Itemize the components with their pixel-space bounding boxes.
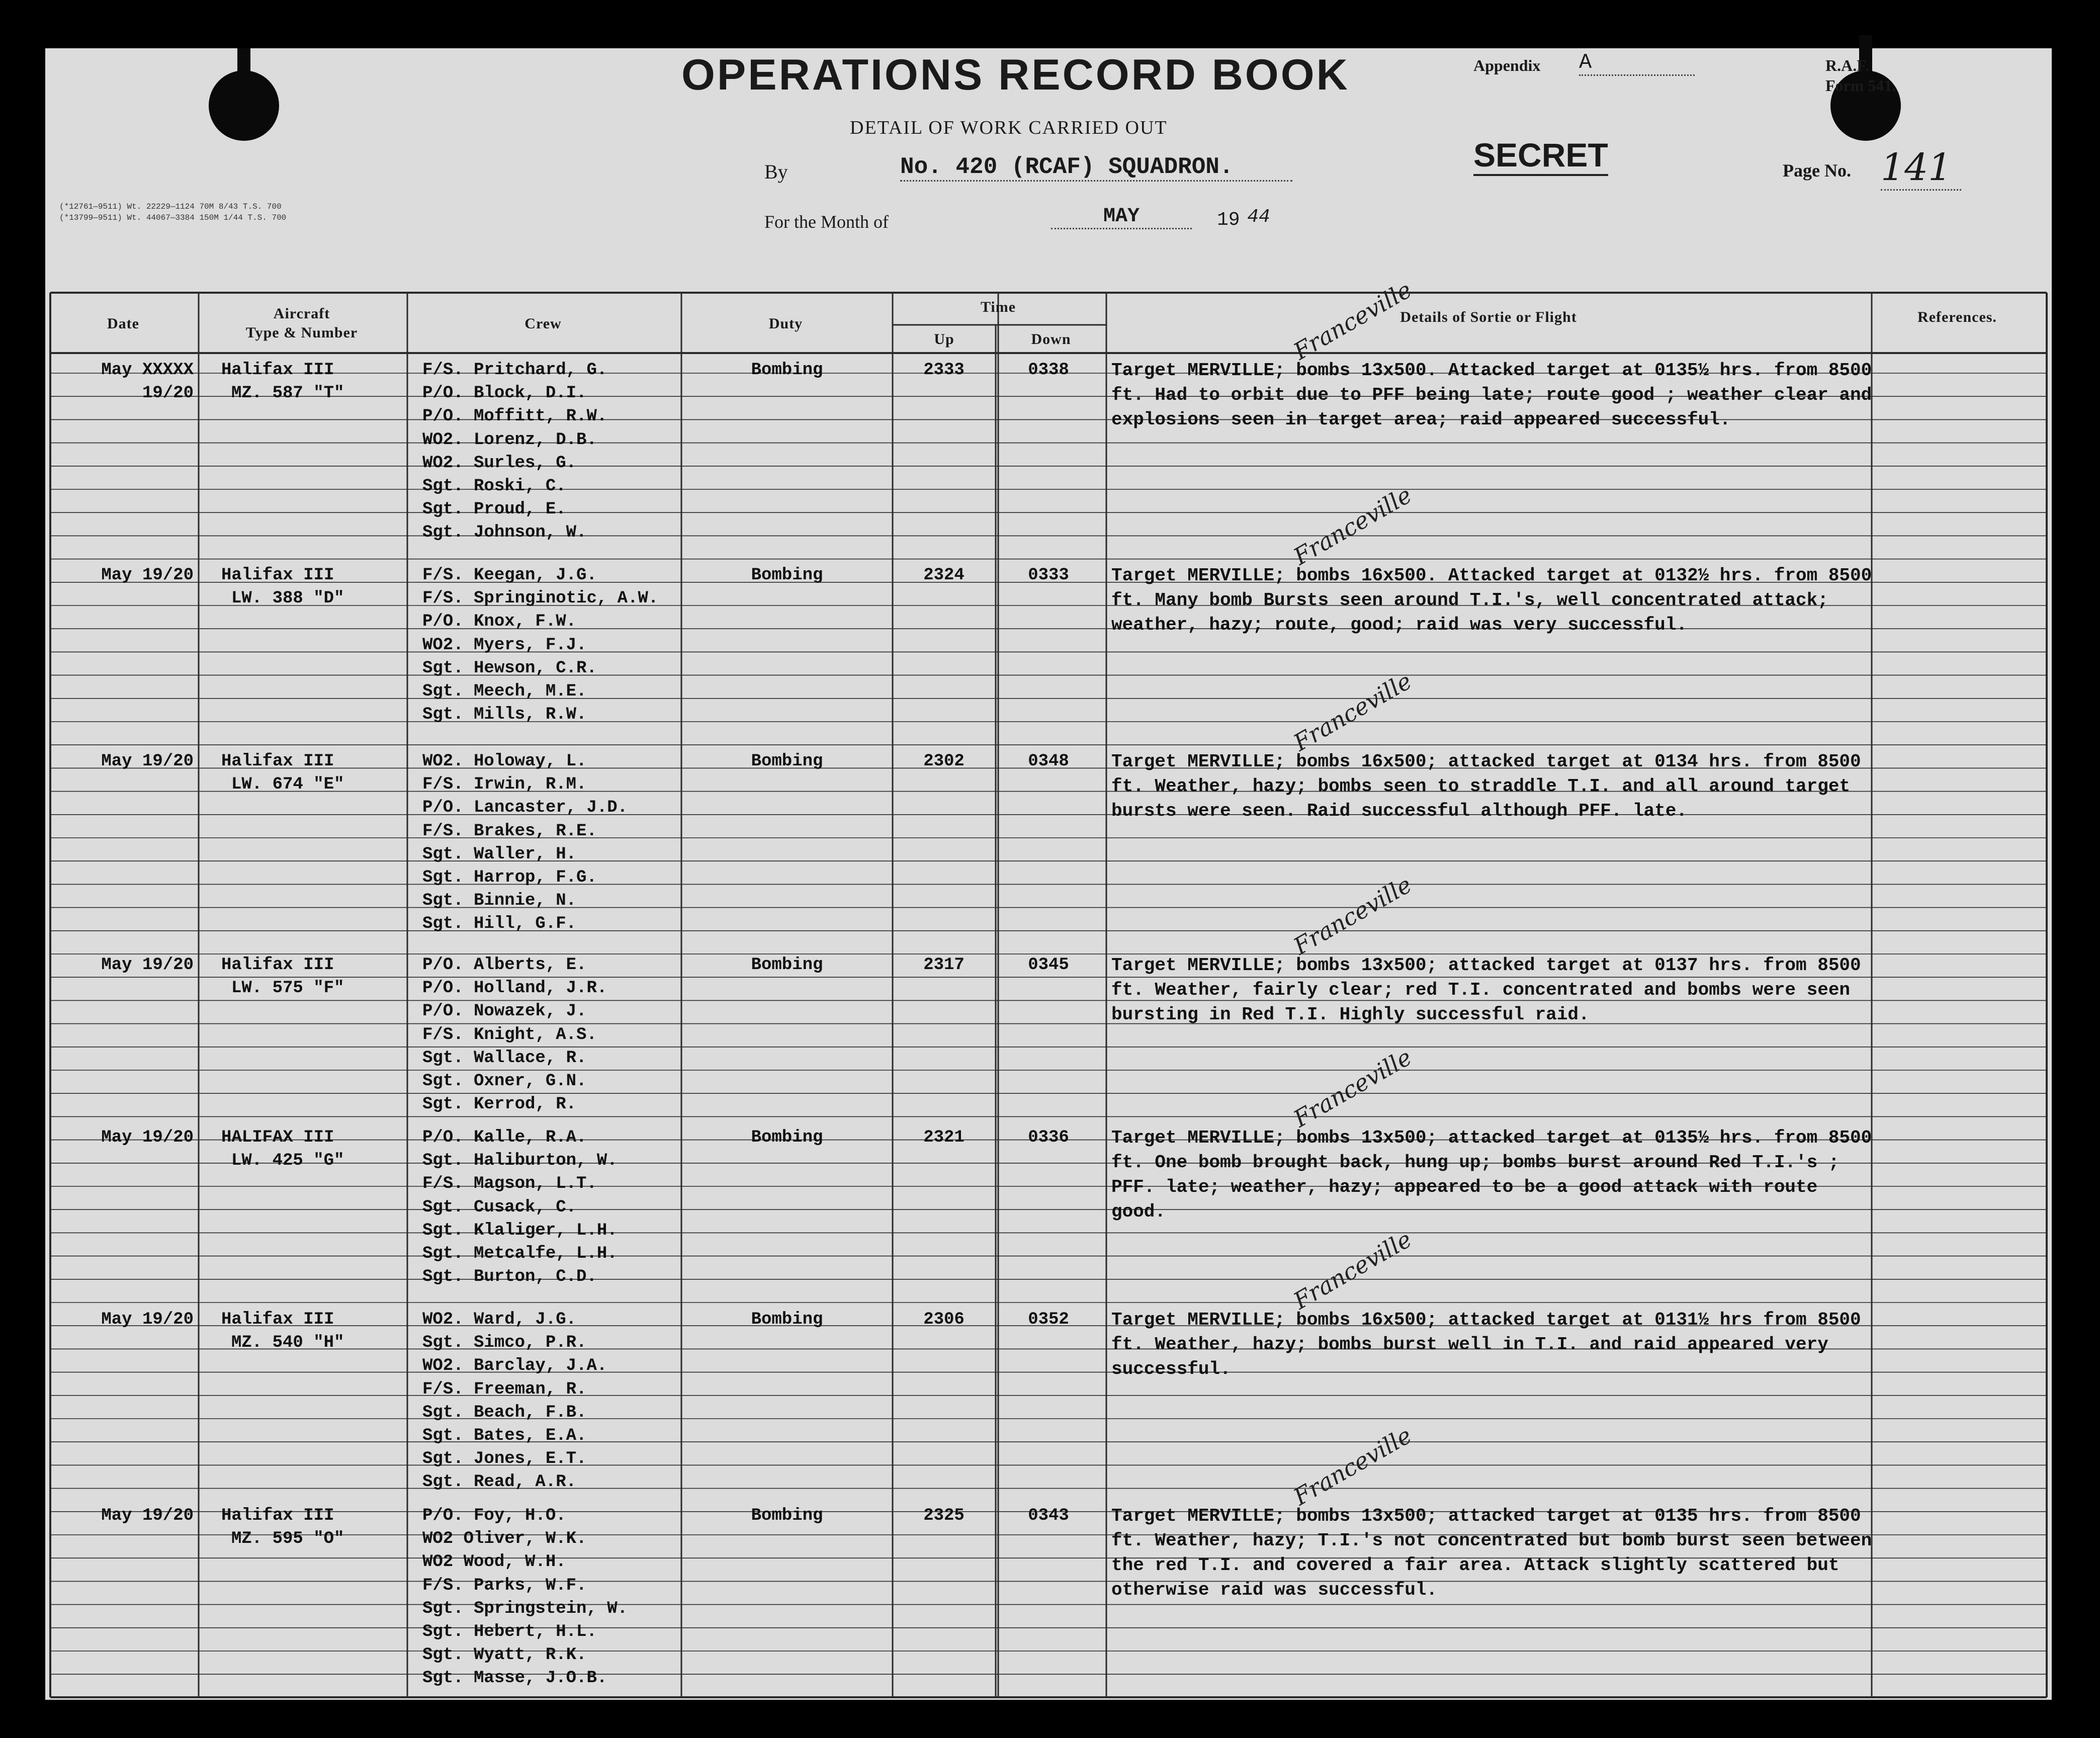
time-down: 0336 [1028,1128,1069,1147]
sortie-date: May 19/20 [101,1506,194,1525]
form-line: R.A.F. [1825,56,1869,74]
column-header-references: References. [1917,309,1997,325]
page-title: OPERATIONS RECORD BOOK [681,51,1350,99]
classification-stamp: SECRET [1473,136,1608,176]
crew-member: P/O. Holland, J.R. [422,979,607,998]
sortie-date: May 19/20 [101,566,194,585]
column-header-aircraft-line: Type & Number [245,324,358,341]
crew-member: Sgt. Meech, M.E. [422,682,587,701]
sortie-details: Target MERVILLE; bombs 13x500; attacked target at 0135 hrs. from 8500 ft. Weather, hazy; T.I.'s not concentrated but bomb burst seen between the red T.I. and covered a fair area. Attack slightly scattered but otherwise raid was successful. [1111,1506,1872,1600]
time-up: 2317 [923,955,965,975]
crew-member: Sgt. Oxner, G.N. [422,1072,587,1091]
aircraft-number: MZ. 587 "T" [231,384,344,403]
time-up: 2321 [923,1128,965,1147]
column-header-crew: Crew [524,315,562,332]
sortie-date: May 19/20 [101,1310,194,1329]
handwritten-annotation: Franceville [1289,1225,1417,1315]
crew-member: P/O. Block, D.I. [422,384,587,403]
time-down: 0338 [1028,361,1069,380]
crew-member: Sgt. Harrop, F.G. [422,868,597,887]
crew-member: Sgt. Kerrod, R. [422,1095,577,1114]
crew-member: F/S. Keegan, J.G. [422,566,597,585]
crew-member: WO2. Holoway, L. [422,752,587,771]
month-value: MAY [1051,205,1192,229]
sortie-date: May XXXXX [101,361,194,380]
time-down: 0352 [1028,1310,1069,1329]
time-down: 0333 [1028,566,1069,585]
time-up: 2306 [923,1310,965,1329]
crew-member: Sgt. Proud, E. [422,500,566,519]
sortie-date: 19/20 [142,384,194,403]
record-sheet [45,48,2052,1700]
page-subtitle: DETAIL OF WORK CARRIED OUT [850,117,1168,138]
print-code-line: (*12761—9511) Wt. 22229—1124 70M 8/43 T.S. 700 [59,202,282,211]
aircraft-type: Halifax III [221,566,334,585]
column-header-time: Time [980,299,1016,315]
sortie-date: May 19/20 [101,955,194,975]
crew-member: Sgt. Cusack, C. [422,1197,577,1217]
column-header-duty: Duty [768,315,803,332]
crew-member: WO2. Lorenz, D.B. [422,430,597,450]
sortie-duty: Bombing [751,752,823,771]
crew-member: WO2. Myers, F.J. [422,635,587,655]
appendix-label: Appendix [1473,56,1541,74]
crew-member: Sgt. Masse, J.O.B. [422,1669,607,1688]
handwritten-annotation: Franceville [1289,667,1417,756]
crew-member: P/O. Knox, F.W. [422,612,577,632]
crew-member: F/S. Brakes, R.E. [422,821,597,841]
year-suffix: 44 [1247,206,1270,228]
column-header-details: Details of Sortie or Flight [1400,309,1577,325]
crew-member: Sgt. Roski, C. [422,477,566,496]
crew-member: Sgt. Johnson, W. [422,523,587,543]
handwritten-annotation: Franceville [1289,481,1417,570]
crew-member: Sgt. Beach, F.B. [422,1403,587,1422]
crew-member: Sgt. Mills, R.W. [422,705,587,725]
aircraft-type: Halifax III [221,1506,334,1525]
crew-member: Sgt. Bates, E.A. [422,1426,587,1445]
crew-member: P/O. Kalle, R.A. [422,1128,587,1147]
crew-member: Sgt. Klaliger, L.H. [422,1221,618,1240]
form-number [1825,55,1896,96]
time-up: 2302 [923,752,965,771]
sortie-details: Target MERVILLE; bombs 16x500; attacked target at 0131½ hrs from 8500 ft. Weather, hazy; bombs burst well in T.I. and raid appeared very successful. [1111,1310,1861,1379]
time-up: 2324 [923,566,965,585]
column-header-date: Date [107,315,139,332]
crew-member: F/S. Freeman, R. [422,1379,587,1399]
aircraft-type: Halifax III [221,1310,334,1329]
aircraft-number: LW. 575 "F" [231,979,344,998]
sortie-date: May 19/20 [101,1128,194,1147]
crew-member: Sgt. Burton, C.D. [422,1267,597,1287]
sortie-details: Target MERVILLE; bombs 13x500; attacked target at 0135½ hrs. from 8500 ft. One bomb brought back, hung up; bombs burst around Red T.I.'s ; PFF. late; weather, hazy; appeared to be a good attack with route good. [1111,1127,1872,1222]
crew-member: F/S. Magson, L.T. [422,1174,597,1194]
print-code-line: (*13799—9511) Wt. 44067—3384 150M 1/44 T.S. 700 [59,213,287,222]
column-header-aircraft-line: Aircraft [273,305,330,322]
crew-member: P/O. Foy, H.O. [422,1506,566,1525]
handwritten-annotation: Franceville [1289,276,1417,365]
month-label: For the Month of [764,212,889,232]
crew-member: Sgt. Wallace, R. [422,1048,587,1068]
crew-member: P/O. Lancaster, J.D. [422,798,628,818]
sortie-details: Target MERVILLE; bombs 13x500. Attacked target at 0135½ hrs. from 8500 ft. Had to orbit due to PFF being late; route good ; weather clear and explosions seen in target area; raid appeared successful. [1111,360,1872,430]
aircraft-type: Halifax III [221,752,334,771]
sortie-duty: Bombing [751,361,823,380]
crew-member: Sgt. Hill, G.F. [422,914,577,934]
column-header-up: Up [934,331,954,347]
time-down: 0345 [1028,955,1069,975]
crew-member: Sgt. Simco, P.R. [422,1333,587,1353]
print-codes [59,201,286,223]
crew-member: F/S. Pritchard, G. [422,361,607,380]
aircraft-number: MZ. 595 "O" [231,1529,344,1549]
crew-member: P/O. Alberts, E. [422,955,587,975]
appendix-value: A [1579,50,1695,76]
crew-member: Sgt. Metcalfe, L.H. [422,1244,618,1263]
crew-member: Sgt. Read, A.R. [422,1472,577,1492]
crew-member: P/O. Moffitt, R.W. [422,407,607,426]
aircraft-type: Halifax III [221,361,334,380]
page-number-label: Page No. [1783,160,1851,181]
crew-member: Sgt. Haliburton, W. [422,1151,618,1171]
aircraft-type: Halifax III [221,955,334,975]
aircraft-number: LW. 425 "G" [231,1151,344,1171]
handwritten-annotation: Franceville [1289,871,1417,960]
sortie-duty: Bombing [751,566,823,585]
time-down: 0348 [1028,752,1069,771]
aircraft-number: LW. 674 "E" [231,775,344,795]
crew-member: Sgt. Waller, H. [422,844,577,864]
crew-member: WO2 Oliver, W.K. [422,1529,587,1549]
column-header-down: Down [1031,331,1071,347]
crew-member: F/S. Parks, W.F. [422,1576,587,1595]
time-up: 2333 [923,361,965,380]
crew-member: Sgt. Binnie, N. [422,891,577,911]
sortie-duty: Bombing [751,1506,823,1525]
sortie-details: Target MERVILLE; bombs 16x500. Attacked target at 0132½ hrs. from 8500 ft. Many bomb Bursts seen around T.I.'s, well concentrated attack; weather, hazy; route, good; raid was very successful. [1111,565,1872,635]
time-up: 2325 [923,1506,965,1525]
form-line: Form 541. [1825,76,1896,95]
aircraft-number: MZ. 540 "H" [231,1333,344,1353]
page-number: 141 [1881,146,1961,191]
year-prefix: 19 [1217,209,1240,231]
crew-member: WO2 Wood, W.H. [422,1552,566,1572]
handwritten-annotation: Franceville [1289,1043,1417,1133]
sortie-duty: Bombing [751,1310,823,1329]
crew-member: Sgt. Hebert, H.L. [422,1622,597,1641]
crew-member: F/S. Irwin, R.M. [422,775,587,795]
aircraft-number: LW. 388 "D" [231,589,344,609]
crew-member: P/O. Nowazek, J. [422,1002,587,1021]
binder-tab-left [237,48,250,124]
sortie-duty: Bombing [751,955,823,975]
sortie-date: May 19/20 [101,752,194,771]
crew-member: WO2. Surles, G. [422,453,577,473]
crew-member: WO2. Ward, J.G. [422,1310,577,1329]
column-header-aircraft [199,304,405,342]
crew-member: WO2. Barclay, J.A. [422,1356,607,1376]
crew-member: Sgt. Hewson, C.R. [422,658,597,678]
sortie-details: Target MERVILLE; bombs 13x500; attacked target at 0137 hrs. from 8500 ft. Weather, fairly clear; red T.I. concentrated and bombs were seen bursting in Red T.I. Highly successful raid. [1111,955,1861,1025]
handwritten-annotation: Franceville [1289,1421,1417,1511]
crew-member: Sgt. Springstein, W. [422,1599,628,1618]
crew-member: F/S. Springinotic, A.W. [422,589,659,609]
time-down: 0343 [1028,1506,1069,1525]
by-label: By [764,160,788,183]
crew-member: F/S. Knight, A.S. [422,1025,597,1045]
aircraft-type: HALIFAX III [221,1128,334,1147]
squadron-name: No. 420 (RCAF) SQUADRON. [900,154,1292,182]
crew-member: Sgt. Jones, E.T. [422,1449,587,1469]
sortie-duty: Bombing [751,1128,823,1147]
crew-member: Sgt. Wyatt, R.K. [422,1645,587,1665]
sortie-details: Target MERVILLE; bombs 16x500; attacked target at 0134 hrs. from 8500 ft. Weather, hazy; bombs seen to straddle T.I. and all around target bursts were seen. Raid successful although PFF. late. [1111,751,1861,821]
